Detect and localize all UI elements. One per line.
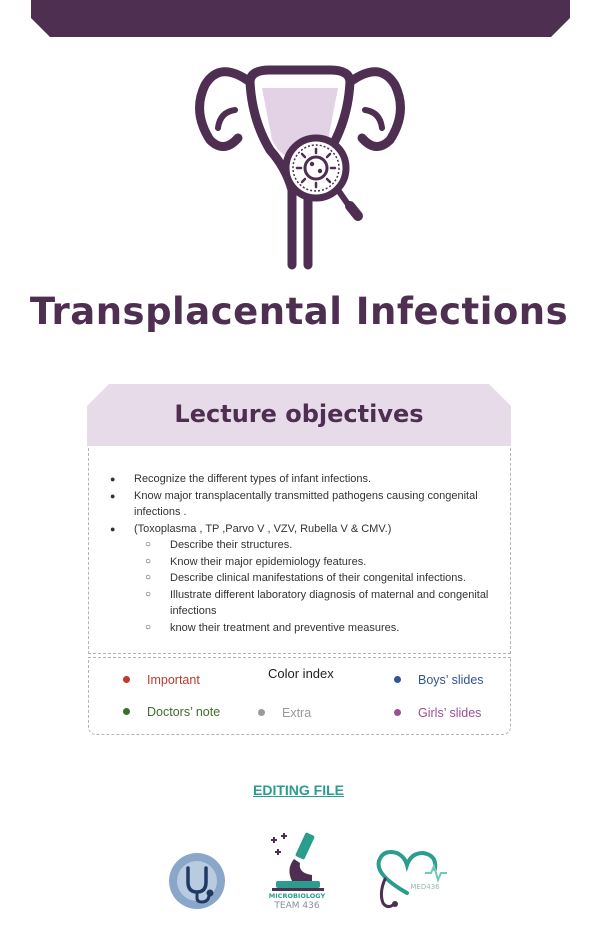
bullet-icon: ●	[110, 523, 116, 534]
document-title: Transplacental Infections	[29, 290, 569, 333]
hollow-bullet-icon: ○	[145, 621, 152, 633]
objective-item: ● Recognize the different types of infant infections.	[108, 471, 503, 488]
bullet-icon: ●	[110, 490, 116, 501]
objective-item-continuation: infections .	[134, 506, 187, 518]
objective-subitem: ○ Describe their structures.	[108, 537, 503, 554]
hollow-bullet-icon: ○	[145, 572, 152, 583]
hollow-bullet-icon: ○	[145, 539, 152, 550]
top-banner	[31, 0, 570, 37]
uterus-magnifier-icon	[190, 50, 410, 270]
bullet-icon: ●	[110, 474, 116, 484]
dot-icon	[394, 676, 401, 683]
dot-icon	[123, 708, 130, 715]
svg-text:TEAM 436: TEAM 436	[274, 901, 320, 911]
dot-icon	[123, 676, 130, 683]
objective-item: ● Know major transplacentally transmitted pathogens causing congenital	[108, 488, 503, 505]
hollow-bullet-icon: ○	[145, 555, 152, 567]
editing-file-link[interactable]: EDITING FILE	[253, 782, 344, 798]
objectives-heading: Lecture objectives	[174, 400, 424, 428]
dot-icon	[394, 709, 401, 716]
color-index-title: Color index	[268, 666, 334, 681]
heart-stethoscope-logo	[371, 849, 449, 911]
objective-subitem: ○ Illustrate different laboratory diagnosis of maternal and congenital	[108, 587, 503, 604]
objective-subitem-continuation: infections	[170, 605, 217, 617]
microscope-team-logo	[266, 829, 328, 911]
dot-icon	[258, 709, 265, 716]
hollow-bullet-icon: ○	[145, 588, 152, 600]
objectives-list	[108, 471, 503, 636]
objective-subitem: ○ know their treatment and preventive measures.	[108, 620, 503, 637]
svg-text:MED436: MED436	[410, 883, 440, 891]
stethoscope-seal-logo	[168, 852, 226, 910]
objective-subitem: ○ Know their major epidemiology features.	[108, 554, 503, 571]
objective-subitem: ○ Describe clinical manifestations of their congenital infections.	[108, 570, 503, 587]
svg-text:MICROBIOLOGY: MICROBIOLOGY	[268, 892, 326, 900]
objective-item: ● (Toxoplasma , TP ,Parvo V , VZV, Rubella V & CMV.)	[108, 521, 503, 538]
